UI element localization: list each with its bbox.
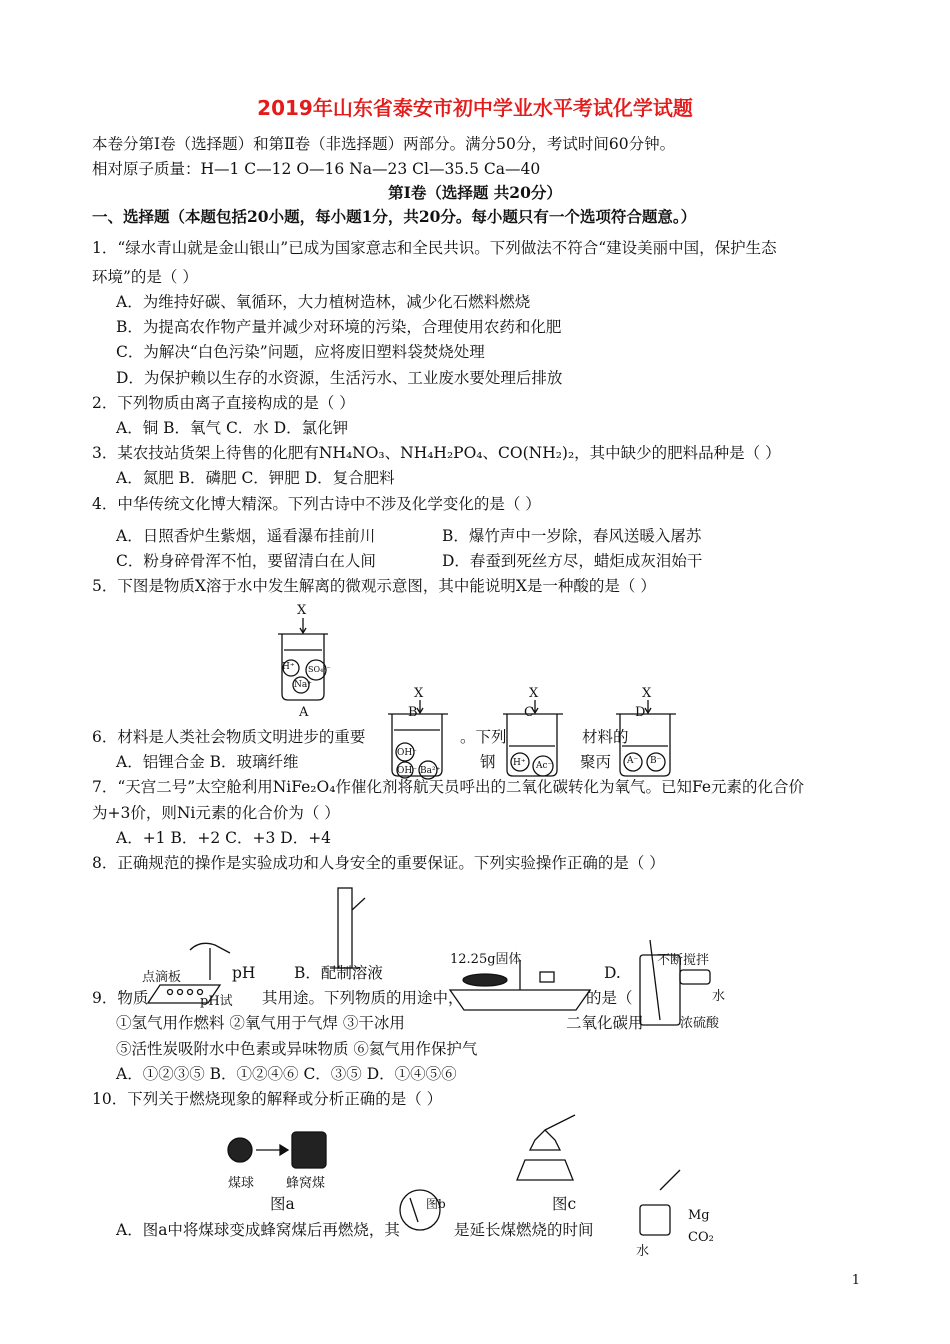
label-beaker-c: C: [524, 705, 534, 720]
q9-stem-part3: 的是（: [586, 989, 633, 1007]
ion-na: Na⁺: [294, 680, 312, 690]
q6-option-c-fragment: 钢: [480, 753, 496, 771]
ion-oh-1: OH⁻: [397, 748, 417, 758]
q6-stem-part1: 6．材料是人类社会物质文明进步的重要: [92, 728, 366, 746]
q8-option-b: B．配制溶液: [294, 964, 383, 982]
q2-options: A．铜 B．氧气 C．水 D．氯化钾: [116, 419, 349, 437]
ion-a: A⁻: [627, 756, 639, 766]
q10-option-a: A．图a中将煤球变成蜂窝煤后再燃烧，其: [116, 1221, 400, 1239]
label-x-d: X: [642, 686, 652, 701]
label-fig-c: 图c: [552, 1195, 577, 1213]
q6-options-ab: A．铝锂合金 B．玻璃纤维: [116, 753, 299, 771]
q4-option-a: A．日照香炉生紫烟，遥看瀑布挂前川: [116, 527, 376, 545]
q9-items-2: ⑤活性炭吸附水中色素或异味物质 ⑥氦气用作保护气: [116, 1040, 478, 1058]
label-ph-paper: pH试: [200, 994, 233, 1009]
q3-options: A．氮肥 B．磷肥 C．钾肥 D．复合肥料: [116, 469, 395, 487]
label-beaker-b: B: [408, 705, 418, 720]
q9-stem-part2: 其用途。下列物质的用途中，: [262, 989, 464, 1007]
q10-stem: 10．下列关于燃烧现象的解释或分析正确的是（ ）: [92, 1090, 443, 1108]
q4-option-c: C．粉身碎骨浑不怕，要留清白在人间: [116, 552, 376, 570]
q7-options: A．+1 B．+2 C．+3 D．+4: [116, 829, 332, 847]
q4-stem: 4．中华传统文化博大精深。下列古诗中不涉及化学变化的是（ ）: [92, 495, 541, 513]
label-fig-b: 图b: [426, 1197, 446, 1211]
label-mg: Mg: [688, 1208, 710, 1223]
q6-stem-part2: 。下列: [460, 728, 507, 746]
q8-option-d: D.: [604, 964, 621, 982]
q1-stem: 1．“绿水青山就是金山银山”已成为国家意志和全民共识。下列做法不符合“建设美丽中国，保护生态: [92, 239, 777, 257]
ion-ba: Ba²⁺: [420, 766, 441, 776]
label-fig-a: 图a: [270, 1195, 295, 1213]
label-beaker-d: D: [635, 705, 646, 720]
q9-items-1: ①氢气用作燃料 ②氧气用于气焊 ③干冰用: [116, 1014, 405, 1032]
q6-option-d-fragment: 聚丙: [580, 753, 612, 771]
label-x-c: X: [529, 686, 539, 701]
label-coal-ball: 煤球: [228, 1176, 255, 1191]
q1-option-d: D．为保护赖以生存的水资源，生活污水、工业废水要处理后排放: [116, 369, 563, 387]
label-honeycomb: 蜂窝煤: [286, 1176, 326, 1191]
label-x-a: X: [297, 603, 307, 618]
q8-stem: 8．正确规范的操作是实验成功和人身安全的重要保证。下列实验操作正确的是（ ）: [92, 854, 665, 872]
part1-heading: 第Ⅰ卷（选择题 共20分）: [388, 183, 562, 202]
q10-option-a-tail: 是延长煤燃烧的时间: [454, 1221, 594, 1239]
label-co2: CO₂: [688, 1230, 714, 1245]
q8-option-a-ph: pH: [232, 964, 256, 982]
ion-h: H⁺: [282, 662, 295, 672]
q4-option-d: D．春蚕到死丝方尽，蜡炬成灰泪始干: [442, 552, 703, 570]
q9-options: A．①②③⑤ B．①②④⑥ C．③⑤ D．①④⑤⑥: [116, 1065, 457, 1083]
ion-b: B⁻: [650, 756, 662, 766]
q1-option-b: B．为提高农作物产量并减少对环境的污染，合理使用农药和化肥: [116, 318, 562, 336]
page-title: 2019年山东省泰安市初中学业水平考试化学试题: [257, 96, 693, 120]
q4-option-b: B．爆竹声中一岁除，春风送暖入屠苏: [442, 527, 702, 545]
q9-items-1-tail: 二氧化碳用: [566, 1014, 644, 1032]
label-water-fig-d: 水: [636, 1244, 650, 1259]
q7-stem: 7．“天宫二号”太空舱利用NiFe₂O₄作催化剂将航天员呼出的二氧化碳转化为氧气。已知Fe元素的化合价: [92, 778, 805, 796]
ion-so4: SO₄²⁻: [308, 665, 331, 674]
intro-line-2: 相对原子质量：H—1 C—12 O—16 Na—23 Cl—35.5 Ca—40: [92, 160, 541, 178]
q9-stem-part1: 9．物质: [92, 989, 149, 1007]
label-x-b: X: [414, 686, 424, 701]
q2-stem: 2．下列物质由离子直接构成的是（ ）: [92, 394, 355, 412]
label-conc-acid: 浓硫酸: [680, 1016, 720, 1031]
q1-stem-2: 环境”的是（ ）: [92, 268, 198, 286]
label-solid-mass: 12.25g固体: [450, 952, 522, 967]
label-beaker-a: A: [299, 705, 309, 720]
ion-h-c: H⁺: [513, 758, 526, 768]
label-stir: 不断搅拌: [657, 953, 710, 968]
q7-stem-2: 为+3价，则Ni元素的化合价为（ ）: [92, 804, 340, 822]
q1-option-a: A．为维持好碳、氧循环，大力植树造林，减少化石燃料燃烧: [116, 293, 531, 311]
ion-ac: Ac⁻: [536, 761, 553, 771]
section1-heading: 一、选择题（本题包括20小题，每小题1分，共20分。每小题只有一个选项符合题意。）: [92, 207, 697, 226]
ion-oh-2: OH⁻: [397, 766, 417, 776]
page-number: 1: [851, 1273, 860, 1288]
q3-stem: 3．某农技站货架上待售的化肥有NH₄NO₃、NH₄H₂PO₄、CO(NH₂)₂，其中缺少的肥料品种是（ ）: [92, 444, 781, 462]
q5-stem: 5．下图是物质X溶于水中发生解离的微观示意图，其中能说明X是一种酸的是（ ）: [92, 577, 656, 595]
intro-line-1: 本卷分第Ⅰ卷（选择题）和第Ⅱ卷（非选择题）两部分。满分50分，考试时间60分钟。: [92, 135, 676, 153]
q1-option-c: C．为解决“白色污染”问题，应将废旧塑料袋焚烧处理: [116, 343, 485, 361]
label-dian-di-ban: 点滴板: [142, 970, 182, 985]
label-water: 水: [712, 989, 726, 1004]
q6-stem-part3: 材料的: [582, 728, 629, 746]
